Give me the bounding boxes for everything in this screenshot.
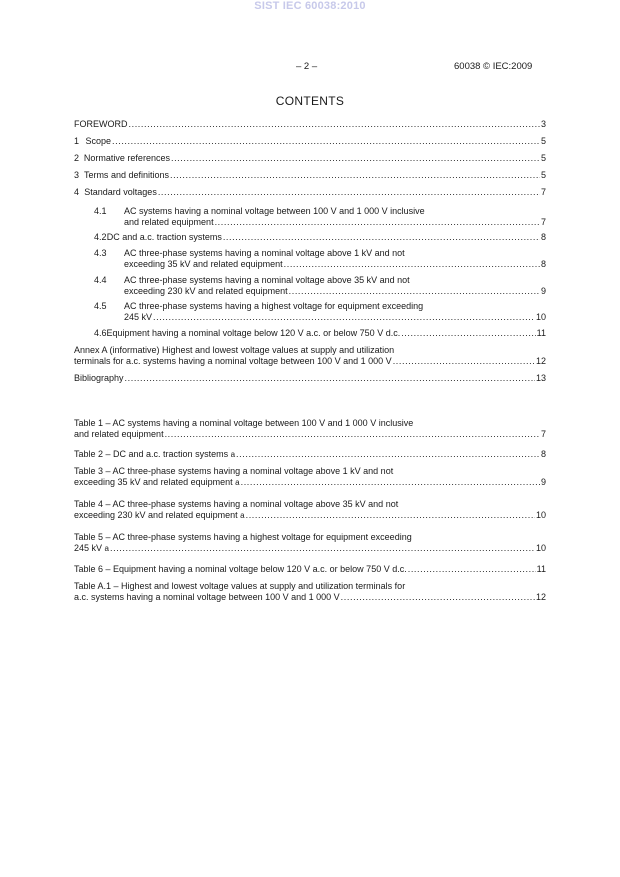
toc-number: 1 <box>74 136 80 146</box>
toc-page: 5 <box>540 170 546 180</box>
toc-entry-scope[interactable] <box>74 136 546 147</box>
table-label-line1: Table 1 – AC systems having a nominal voltage between 100 V and 1 000 V inclusive <box>74 418 414 428</box>
table-list-entry-2[interactable]: Table 2 – DC and a.c. traction systems a ..... 8 <box>74 449 546 460</box>
toc-page: 10 <box>535 312 546 322</box>
toc-number: 4 <box>74 187 80 197</box>
table-list-entry-a1[interactable] <box>74 581 546 603</box>
toc-page: 5 <box>540 136 546 146</box>
table-page: 11 <box>536 564 546 574</box>
toc-label-line2: and related equipment <box>124 217 214 227</box>
toc-page: 3 <box>540 119 546 129</box>
table-label-line2: 245 kV <box>74 543 103 553</box>
toc-page: 7 <box>540 187 546 197</box>
toc-entry-4-1[interactable] <box>74 206 546 228</box>
toc-number: 4.3 <box>94 248 107 258</box>
toc-label-line1: AC systems having a nominal voltage between 100 V and 1 000 V inclusive <box>124 206 425 216</box>
table-list-entry-4[interactable]: Table 4 – AC three-phase systems having a nominal voltage above 35 kV and not exceeding 230 kV and related equipment a ..... 10 <box>74 499 546 521</box>
table-page: 12 <box>535 592 546 602</box>
table-label-line1: Table 3 – AC three-phase systems having a nominal voltage above 1 kV and not <box>74 466 394 476</box>
table-list-entry-5[interactable]: Table 5 – AC three-phase systems having a highest voltage for equipment exceeding 245 kV a ..... 10 <box>74 532 546 554</box>
toc-page: 5 <box>540 153 546 163</box>
watermark: SIST IEC 60038:2010 <box>254 0 366 12</box>
toc-label-line1: AC three-phase systems having a nominal voltage above 1 kV and not <box>124 248 405 258</box>
table-label-line1: Table A.1 – Highest and lowest voltage values at supply and utilization terminals for <box>74 581 406 591</box>
document-id: 60038 © IEC:2009 <box>454 61 533 72</box>
toc-number: 4.5 <box>94 301 107 311</box>
toc-label: Terms and definitions <box>83 170 169 180</box>
toc-page: 9 <box>540 286 546 296</box>
toc-page: 11 <box>536 328 546 338</box>
toc-label: Standard voltages <box>84 187 157 197</box>
contents-title: CONTENTS <box>275 94 345 108</box>
table-label-line2: and related equipment <box>74 429 164 439</box>
toc-entry-standard-voltages[interactable] <box>74 187 546 198</box>
toc-page: 8 <box>540 259 546 269</box>
toc-label: Normative references <box>83 153 170 163</box>
toc-page: 12 <box>535 356 546 366</box>
toc-entry-normative-references[interactable] <box>74 153 546 164</box>
toc-entry-4-5[interactable] <box>74 301 546 323</box>
toc-entry-annex-a[interactable] <box>74 345 546 367</box>
toc-page: 8 <box>540 232 546 242</box>
toc-entry-4-2[interactable] <box>74 232 546 243</box>
toc-label: DC and a.c. traction systems <box>106 232 222 242</box>
toc-label-line1: AC three-phase systems having a highest voltage for equipment exceeding <box>124 301 424 311</box>
toc-number: 4.4 <box>94 275 107 285</box>
toc-number: 4.2 <box>94 232 107 242</box>
toc-label: FOREWORD <box>74 119 128 129</box>
table-label-line1: Table 4 – AC three-phase systems having a nominal voltage above 35 kV and not <box>74 499 399 509</box>
table-page: 7 <box>540 429 546 439</box>
page-number: – 2 – <box>296 61 318 72</box>
table-label-line2: exceeding 35 kV and related equipment <box>74 477 233 487</box>
table-list-entry-3[interactable]: Table 3 – AC three-phase systems having a nominal voltage above 1 kV and not exceeding 35 kV and related equipment a ..... 9 <box>74 466 546 488</box>
table-label: Table 2 – DC and a.c. traction systems <box>74 449 229 459</box>
table-list-entry-1[interactable] <box>74 418 546 440</box>
toc-number: 3 <box>74 170 80 180</box>
toc-entry-foreword[interactable] <box>74 119 546 130</box>
toc-label: Equipment having a nominal voltage below 120 V a.c. or below 750 V d.c. <box>106 328 401 338</box>
table-page: 9 <box>540 477 546 487</box>
toc-label: Scope <box>85 136 112 146</box>
toc-number: 4.6 <box>94 328 107 338</box>
toc-label-line2: exceeding 35 kV and related equipment <box>124 259 283 269</box>
toc-entry-4-6[interactable] <box>74 328 546 339</box>
toc-label-line1: Annex A (informative) Highest and lowest voltage values at supply and utilization <box>74 345 395 355</box>
toc-page: 13 <box>535 373 546 383</box>
table-page: 10 <box>535 510 546 520</box>
toc-label-line2: terminals for a.c. systems having a nominal voltage between 100 V and 1 000 V <box>74 356 392 366</box>
table-list-entry-6[interactable] <box>74 564 546 575</box>
toc-label-line2: exceeding 230 kV and related equipment <box>124 286 288 296</box>
toc-entry-4-3[interactable] <box>74 248 546 270</box>
table-label-line1: Table 5 – AC three-phase systems having a highest voltage for equipment exceeding <box>74 532 412 542</box>
table-page: 8 <box>540 449 546 459</box>
toc-entry-terms[interactable] <box>74 170 546 181</box>
toc-label-line2: 245 kV <box>124 312 153 322</box>
table-label-line2: exceeding 230 kV and related equipment <box>74 510 238 520</box>
toc-number: 4.1 <box>94 206 107 216</box>
toc-number: 2 <box>74 153 80 163</box>
toc-label-line1: AC three-phase systems having a nominal voltage above 35 kV and not <box>124 275 410 285</box>
table-page: 10 <box>535 543 546 553</box>
toc-entry-4-4[interactable] <box>74 275 546 297</box>
toc-entry-bibliography[interactable] <box>74 373 546 384</box>
toc-label: Bibliography <box>74 373 124 383</box>
toc-page: 7 <box>540 217 546 227</box>
table-label: Table 6 – Equipment having a nominal voltage below 120 V a.c. or below 750 V d.c. <box>74 564 407 574</box>
table-label-line2: a.c. systems having a nominal voltage between 100 V and 1 000 V <box>74 592 340 602</box>
